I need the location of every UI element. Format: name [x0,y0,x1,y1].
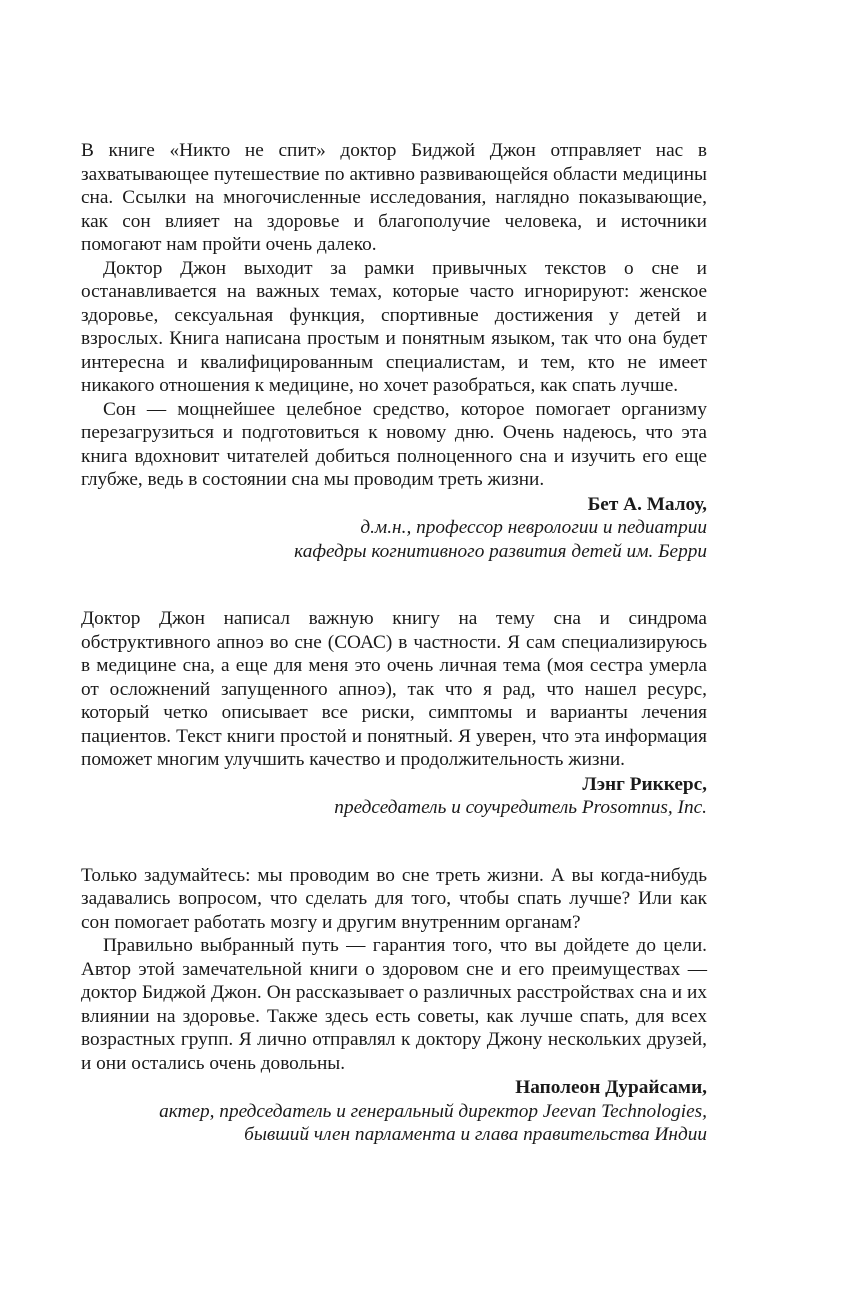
review-author: Бет А. Малоу, [587,493,707,515]
author-title: д.м.н., профессор неврологии и педиатрии [360,517,707,538]
review-paragraph: В книге «Никто не спит» доктор Биджой Джон отправляет нас в захватывающее путешествие по активно развивающейся области медицины сна. Ссылки на многочисленные исследования, наглядно показывающие, как сон влияет на здоровье и благополучие человека, и источники помогают нам пройти очень далеко. [81,140,707,255]
author-title: бывший член парламента и глава правительства Индии [244,1124,707,1145]
author-title: кафедры когнитивного развития детей им. Берри [294,540,707,562]
review-malow [81,139,707,563]
review-attribution [81,1076,707,1147]
author-title: председатель и соучредитель Prosomnus, Inc. [334,797,707,818]
review-author: Наполеон Дурайсами, [515,1077,707,1098]
review-paragraph: Доктор Джон выходит за рамки привычных текстов о сне и останавливается на важных темах, которые часто игнорируют: женское здоровье, сексуальная функция, спортивные достижения у детей и взрослых. Книга написана простым и понятным языком, так что она будет интересна и квалифицированным специалистам, и тем, кто не имеет никакого отношения к медицине, но хочет разобраться, как спать лучше. [81,257,707,396]
review-duraisami [81,864,707,1147]
author-title: актер, председатель и генеральный директор Jeevan Technologies, [159,1100,707,1122]
review-paragraph: Доктор Джон написал важную книгу на тему сна и синдрома обструктивного апноэ во сне (СОАС) в частности. Я сам специализируюсь в медицине сна, а еще для меня это очень личная тема (моя сестра умерла от осложнений запущенного апноэ), так что я рад, что нашел ресурс, который четко описывает все риски, симптомы и варианты лечения пациентов. Текст книги простой и понятный. Я уверен, что эта информация поможет многим улучшить качество и продолжительность жизни. [81,608,707,770]
review-rikkers [81,607,707,820]
review-paragraph: Сон — мощнейшее целебное средство, которое помогает организму перезагрузиться и подготовиться к новому дню. Очень надеюсь, что эта книга вдохновит читателей добиться полноценного сна и изучить его еще глубже, ведь в состоянии сна мы проводим треть жизни. [81,398,707,490]
review-attribution [81,493,707,564]
review-attribution [81,773,707,820]
review-paragraph: Только задумайтесь: мы проводим во сне треть жизни. А вы когда-нибудь задавались вопросом, что сделать для того, чтобы спать лучше? Или как сон помогает работать мозгу и другим внутренним органам? [81,864,707,933]
review-author: Лэнг Риккерс, [582,773,707,795]
review-paragraph: Правильно выбранный путь — гарантия того, что вы дойдете до цели. Автор этой замечательной книги о здоровом сне и его преимуществах — доктор Биджой Джон. Он рассказывает о различных расстройствах сна и их влиянии на здоровье. Также здесь есть советы, как лучше спать, для всех возрастных групп. Я лично отправлял к доктору Джону нескольких друзей, и они остались очень довольны. [81,935,707,1074]
book-page [81,139,707,1147]
